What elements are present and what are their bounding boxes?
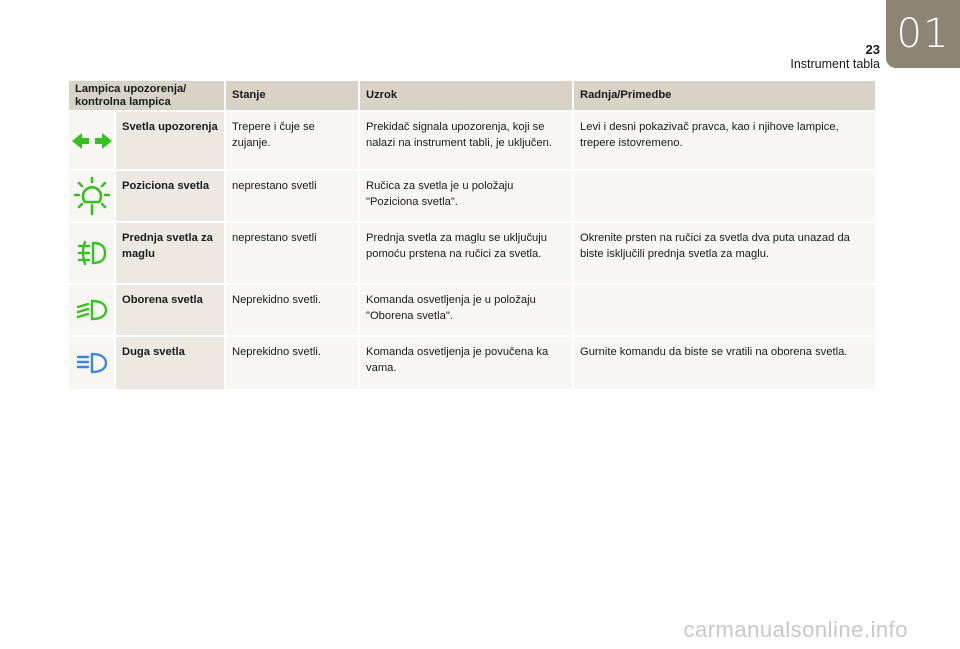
lamp-cause: Komanda osvetljenja je povučena ka vama. [359,336,573,390]
lamp-state: Trepere i čuje se zujanje. [225,111,359,170]
lamp-name: Oborena svetla [115,284,225,336]
lamp-cause: Prekidač signala upozorenja, koji se nalazi na instrument tabli, je uključen. [359,111,573,170]
column-header-action: Radnja/Primedbe [573,81,875,111]
lamp-action: Gurnite komandu da biste se vratili na oborena svetla. [573,336,875,390]
lamp-icon-cell [69,111,115,170]
lamp-name: Svetla upozorenja [115,111,225,170]
lamp-action: Levi i desni pokazivač pravca, kao i njihove lampice, trepere istovremeno. [573,111,875,170]
warning-lamps-table [69,81,875,391]
turn-signal-arrows-icon [72,131,112,151]
lamp-name: Duga svetla [115,336,225,390]
lamp-cause: Ručica za svetla je u položaju "Poziciona svetla". [359,170,573,222]
watermark: carmanualsonline.info [683,617,908,642]
table-row [69,111,875,170]
lamp-icon-cell [69,170,115,222]
lamp-name: Poziciona svetla [115,170,225,222]
table-row [69,222,875,284]
table-row [69,284,875,336]
lamp-icon-cell [69,336,115,390]
main-beam-icon [76,352,108,374]
column-header-lamp: Lampica upozorenja/ kontrolna lampica [69,81,225,111]
lamp-name: Prednja svetla za maglu [115,222,225,284]
lamp-cause: Komanda osvetljenja je u položaju "Oborena svetla". [359,284,573,336]
dipped-beam-icon [76,299,108,321]
table-header-row [69,81,875,111]
chapter-tab [886,0,960,68]
chapter-number: 01 [896,11,950,57]
table-row [69,170,875,222]
lamp-state: neprestano svetli [225,170,359,222]
lamp-icon-cell [69,284,115,336]
lamp-state: neprestano svetli [225,222,359,284]
lamp-state: Neprekidno svetli. [225,336,359,390]
lamp-action [573,170,875,222]
lamp-action: Okrenite prsten na ručici za svetla dva puta unazad da biste isključili prednja svetla za maglu. [573,222,875,284]
table-row [69,336,875,390]
lamp-state: Neprekidno svetli. [225,284,359,336]
section-title: Instrument tabla [790,57,880,71]
lamp-action [573,284,875,336]
front-fog-lamp-icon [77,240,107,266]
lamp-cause: Prednja svetla za maglu se uključuju pomoću prstena na ručici za svetla. [359,222,573,284]
position-lights-icon [73,176,111,216]
lamp-icon-cell [69,222,115,284]
page-number: 23 [865,42,880,57]
column-header-state: Stanje [225,81,359,111]
column-header-cause: Uzrok [359,81,573,111]
